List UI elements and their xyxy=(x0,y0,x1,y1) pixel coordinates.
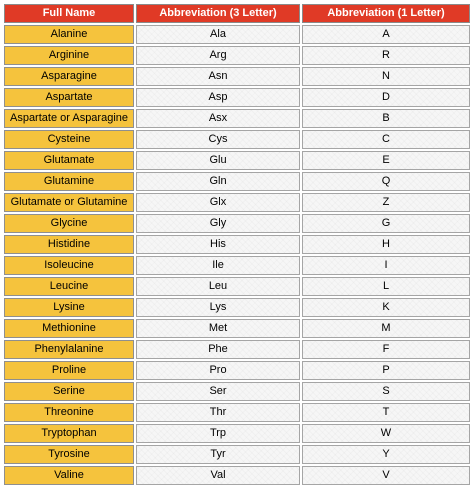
cell-full-name: Isoleucine xyxy=(4,256,134,275)
cell-abbreviation-3-letter: Asp xyxy=(136,88,300,107)
cell-abbreviation-3-letter: Tyr xyxy=(136,445,300,464)
table-row xyxy=(4,319,470,338)
table-row xyxy=(4,46,470,65)
table-row xyxy=(4,109,470,128)
amino-acid-table xyxy=(2,2,472,487)
cell-abbreviation-3-letter: Met xyxy=(136,319,300,338)
table-row xyxy=(4,172,470,191)
table-row xyxy=(4,193,470,212)
cell-full-name: Asparagine xyxy=(4,67,134,86)
cell-abbreviation-1-letter: F xyxy=(302,340,470,359)
cell-abbreviation-3-letter: Gln xyxy=(136,172,300,191)
cell-abbreviation-1-letter: V xyxy=(302,466,470,485)
cell-abbreviation-3-letter: Glu xyxy=(136,151,300,170)
cell-full-name: Histidine xyxy=(4,235,134,254)
table-row xyxy=(4,25,470,44)
cell-full-name: Aspartate or Asparagine xyxy=(4,109,134,128)
table-row xyxy=(4,256,470,275)
header-row xyxy=(4,4,470,23)
table-header xyxy=(4,4,470,23)
cell-abbreviation-1-letter: N xyxy=(302,67,470,86)
header-abbreviation-3-letter: Abbreviation (3 Letter) xyxy=(136,4,300,23)
cell-abbreviation-3-letter: Pro xyxy=(136,361,300,380)
table-row xyxy=(4,298,470,317)
table-row xyxy=(4,466,470,485)
cell-abbreviation-1-letter: R xyxy=(302,46,470,65)
cell-abbreviation-3-letter: Arg xyxy=(136,46,300,65)
cell-abbreviation-3-letter: Ile xyxy=(136,256,300,275)
cell-abbreviation-1-letter: D xyxy=(302,88,470,107)
table-row xyxy=(4,235,470,254)
cell-abbreviation-1-letter: A xyxy=(302,25,470,44)
cell-full-name: Methionine xyxy=(4,319,134,338)
cell-abbreviation-3-letter: Val xyxy=(136,466,300,485)
cell-abbreviation-3-letter: Asx xyxy=(136,109,300,128)
cell-abbreviation-3-letter: Phe xyxy=(136,340,300,359)
table-row xyxy=(4,382,470,401)
table-row xyxy=(4,424,470,443)
cell-abbreviation-1-letter: E xyxy=(302,151,470,170)
table-row xyxy=(4,88,470,107)
cell-abbreviation-1-letter: M xyxy=(302,319,470,338)
cell-abbreviation-3-letter: Ala xyxy=(136,25,300,44)
amino-acid-table-container xyxy=(2,2,472,487)
table-row xyxy=(4,67,470,86)
cell-abbreviation-3-letter: Lys xyxy=(136,298,300,317)
header-full-name: Full Name xyxy=(4,4,134,23)
cell-abbreviation-1-letter: L xyxy=(302,277,470,296)
cell-full-name: Leucine xyxy=(4,277,134,296)
cell-abbreviation-1-letter: S xyxy=(302,382,470,401)
cell-full-name: Alanine xyxy=(4,25,134,44)
cell-abbreviation-1-letter: P xyxy=(302,361,470,380)
cell-abbreviation-1-letter: W xyxy=(302,424,470,443)
cell-abbreviation-3-letter: Leu xyxy=(136,277,300,296)
cell-abbreviation-3-letter: Ser xyxy=(136,382,300,401)
cell-full-name: Glutamate or Glutamine xyxy=(4,193,134,212)
table-row xyxy=(4,445,470,464)
cell-abbreviation-1-letter: K xyxy=(302,298,470,317)
cell-abbreviation-1-letter: I xyxy=(302,256,470,275)
cell-full-name: Tyrosine xyxy=(4,445,134,464)
cell-full-name: Glycine xyxy=(4,214,134,233)
cell-abbreviation-1-letter: H xyxy=(302,235,470,254)
cell-full-name: Phenylalanine xyxy=(4,340,134,359)
cell-abbreviation-1-letter: B xyxy=(302,109,470,128)
cell-full-name: Serine xyxy=(4,382,134,401)
cell-full-name: Valine xyxy=(4,466,134,485)
header-abbreviation-1-letter: Abbreviation (1 Letter) xyxy=(302,4,470,23)
table-row xyxy=(4,277,470,296)
table-row xyxy=(4,361,470,380)
cell-abbreviation-3-letter: Cys xyxy=(136,130,300,149)
cell-full-name: Glutamate xyxy=(4,151,134,170)
table-row xyxy=(4,403,470,422)
cell-abbreviation-1-letter: Y xyxy=(302,445,470,464)
cell-full-name: Aspartate xyxy=(4,88,134,107)
table-row xyxy=(4,130,470,149)
cell-abbreviation-1-letter: T xyxy=(302,403,470,422)
cell-abbreviation-3-letter: His xyxy=(136,235,300,254)
cell-abbreviation-3-letter: Thr xyxy=(136,403,300,422)
table-row xyxy=(4,214,470,233)
cell-full-name: Threonine xyxy=(4,403,134,422)
cell-full-name: Lysine xyxy=(4,298,134,317)
cell-full-name: Glutamine xyxy=(4,172,134,191)
cell-full-name: Proline xyxy=(4,361,134,380)
cell-abbreviation-1-letter: G xyxy=(302,214,470,233)
cell-abbreviation-1-letter: Z xyxy=(302,193,470,212)
cell-full-name: Tryptophan xyxy=(4,424,134,443)
table-row xyxy=(4,151,470,170)
cell-full-name: Cysteine xyxy=(4,130,134,149)
cell-abbreviation-3-letter: Glx xyxy=(136,193,300,212)
cell-abbreviation-3-letter: Asn xyxy=(136,67,300,86)
cell-full-name: Arginine xyxy=(4,46,134,65)
cell-abbreviation-1-letter: C xyxy=(302,130,470,149)
table-row xyxy=(4,340,470,359)
table-body xyxy=(4,25,470,485)
cell-abbreviation-1-letter: Q xyxy=(302,172,470,191)
cell-abbreviation-3-letter: Gly xyxy=(136,214,300,233)
cell-abbreviation-3-letter: Trp xyxy=(136,424,300,443)
